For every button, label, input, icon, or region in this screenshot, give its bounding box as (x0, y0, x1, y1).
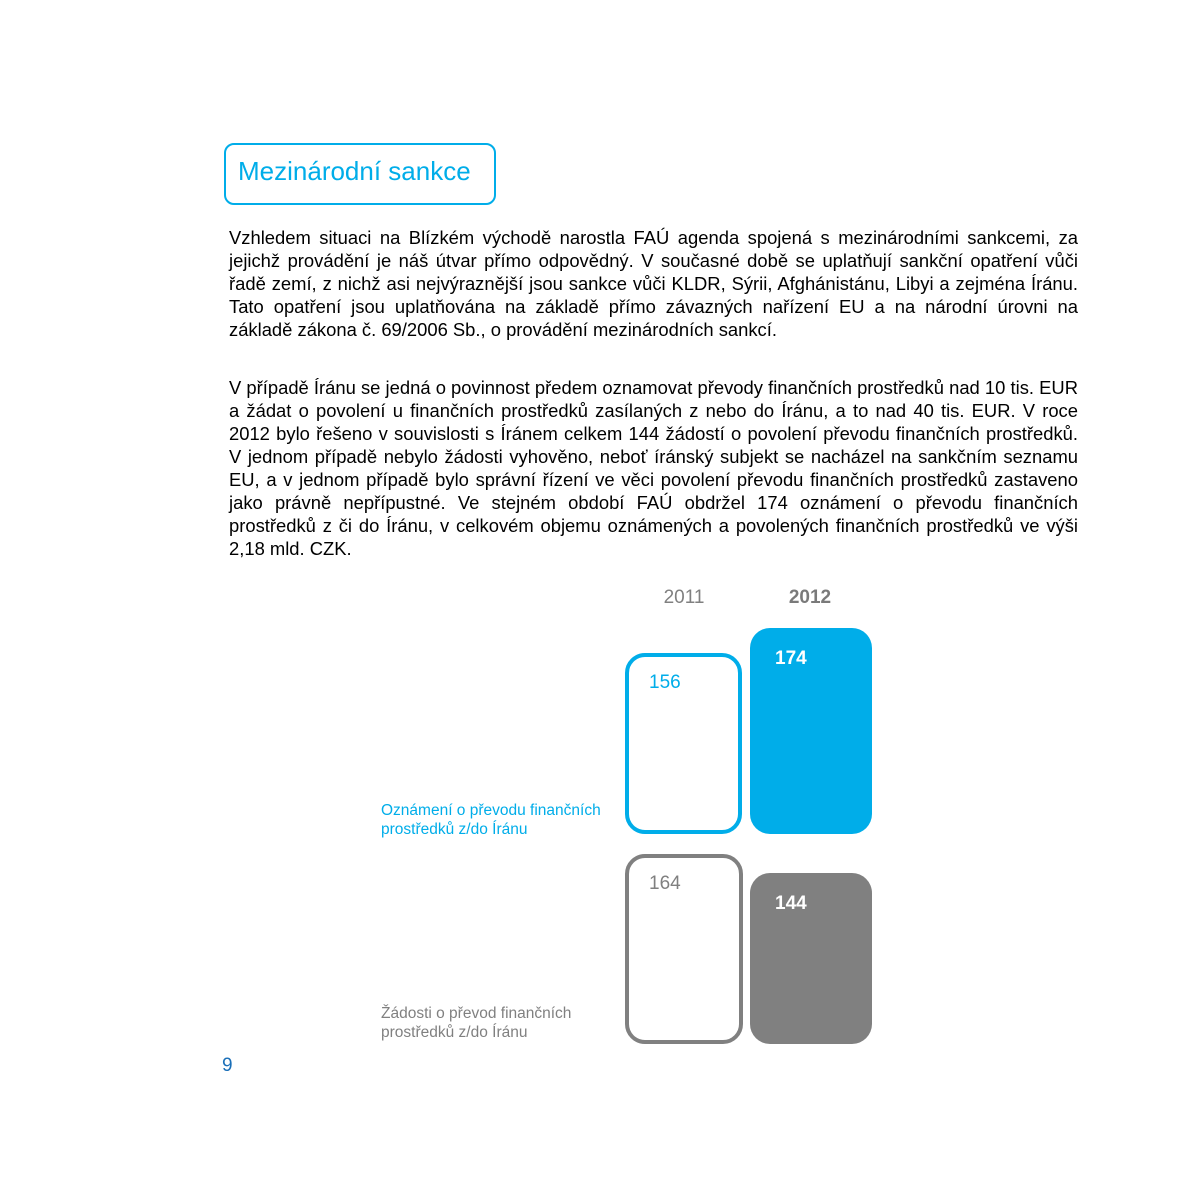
paragraph-iran: V případě Íránu se jedná o povinnost předem oznamovat převody finančních prostředků nad 10 tis. EUR a žádat o povolení u finančních prostředků zasílaných z nebo do Íránu, a to nad 40 tis. EUR. V roce 2012 bylo řešeno v souvislosti s Íránem celkem 144 žádostí o povolení převodu finančních prostředků. V jednom případě nebylo žádosti vyhověno, neboť íránský subjekt se nacházel na sankčním seznamu EU, a v jednom případě bylo správní řízení ve věci povolení převodu finančních prostředků zastaveno jako právně nepřípustné. Ve stejném období FAÚ obdržel 174 oznámení o převodu finančních prostředků z či do Íránu, v celkovém objemu oznámených a povolených finančních prostředků ve výši 2,18 mld. CZK. (229, 377, 1078, 559)
notifications-2012-value: 174 (775, 648, 807, 669)
requests-row-label: Žádosti o převod finančních prostředků z/do Íránu (381, 1005, 572, 1041)
requests-2011-value: 164 (649, 873, 681, 894)
page-number: 9 (222, 1055, 233, 1076)
notifications-2011-box (625, 653, 742, 834)
section-title: Mezinárodní sankce (238, 156, 471, 186)
notifications-2011-value: 156 (649, 672, 681, 693)
requests-2012-box (750, 873, 872, 1044)
notifications-2012-box (750, 628, 872, 834)
year-label-2011: 2011 (663, 587, 705, 608)
requests-2011-box (625, 854, 743, 1044)
section-title-box (224, 143, 496, 205)
notifications-row-label: Oznámení o převodu finančních prostředků z/do Íránu (381, 802, 601, 838)
year-label-2012: 2012 (788, 587, 832, 608)
requests-2012-value: 144 (775, 893, 807, 914)
paragraph-intro: Vzhledem situaci na Blízkém východě narostla FAÚ agenda spojená s mezinárodními sankcemi, za jejichž provádění je náš útvar přímo odpovědný. V současné době se uplatňují sankční opatření vůči řadě zemí, z nichž asi nejvýraznější jsou sankce vůči KLDR, Sýrii, Afghánistánu, Libyi a zejména Íránu. Tato opatření jsou uplatňována na základě přímo závazných nařízení EU a na národní úrovni na základě zákona č. 69/2006 Sb., o provádění mezinárodních sankcí. (229, 227, 1078, 340)
